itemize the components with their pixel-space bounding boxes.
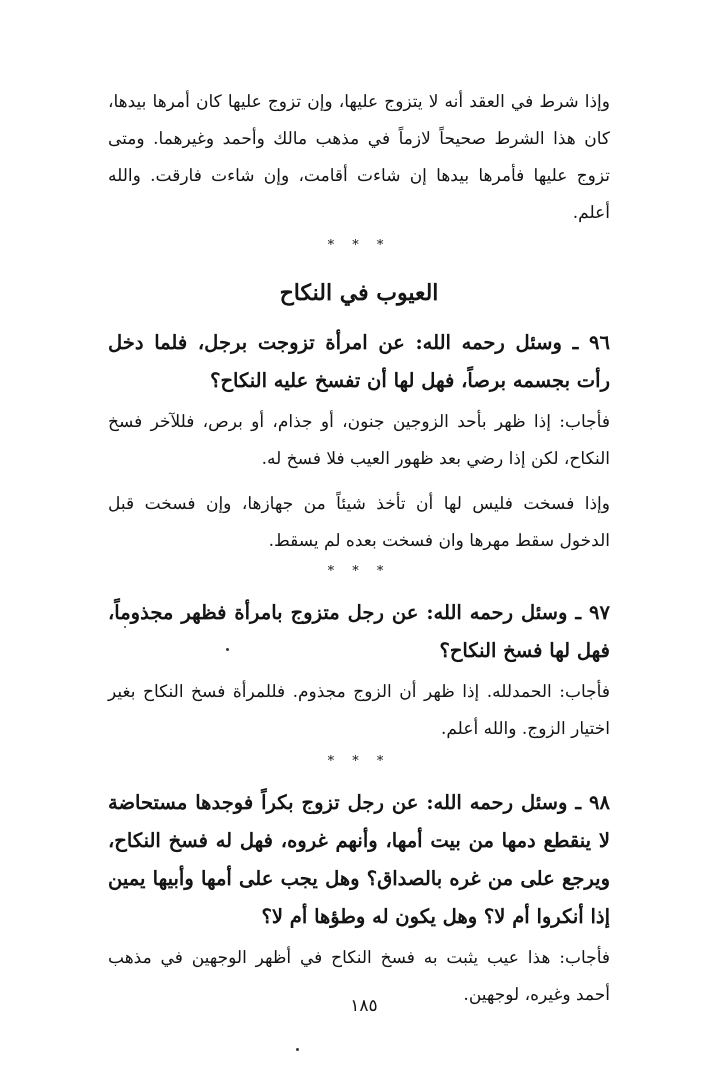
- answer-98: فأجاب: هذا عيب يثبت به فسخ النكاح في أظهر الوجهين في مذهب أحمد وغيره، لوجهين.: [108, 948, 610, 1005]
- section-separator: * * *: [327, 238, 391, 253]
- answer-96-part-1: فأجاب: إذا ظهر بأحد الزوجين جنون، أو جذام، أو برص، فللآخر فسخ النكاح، لكن إذا رضي بعد ظهور العيب فلا فسخ له.: [108, 412, 610, 469]
- section-separator: * * *: [327, 564, 391, 579]
- answer-96-part-2: وإذا فسخت فليس لها أن تأخذ شيئاً من جهازها، وإن فسخت قبل الدخول سقط مهرها وان فسخت بعده لم يسقط.: [108, 494, 610, 551]
- section-separator: * * *: [327, 754, 391, 769]
- question-98: ٩٨ ـ وسئل رحمه الله: عن رجل تزوج بكراً فوجدها مستحاضة لا ينقطع دمها من بيت أمها، وأنهم غروه، فهل له فسخ النكاح، ويرجع على من غره بالصداق؟ وهل يجب على أمها وأبيها يمين إذا أنكروا أم لا؟ وهل يكون له وطؤها أم لا؟: [108, 791, 610, 928]
- paragraph-marriage-condition: وإذا شرط في العقد أنه لا يتزوج عليها، وإن تزوج عليها كان أمرها بيدها، كان هذا الشرط صحيحاً لازماً في مذهب مالك وأحمد وغيرهما. ومتى تزوج عليها فأمرها بيدها إن شاءت أقامت، وإن شاءت فارقت. والله أعلم.: [108, 92, 610, 223]
- answer-97: فأجاب: الحمدلله. إذا ظهر أن الزوج مجذوم. فللمرأة فسخ النكاح بغير اختيار الزوج. والله أعلم.: [108, 682, 610, 739]
- scan-speck: [226, 648, 229, 651]
- scan-speck: [296, 1048, 299, 1051]
- scan-speck: [124, 626, 126, 628]
- section-heading: العيوب في النكاح: [279, 280, 439, 306]
- page-number: ١٨٥: [350, 996, 378, 1016]
- question-96: ٩٦ ـ وسئل رحمه الله: عن امرأة تزوجت برجل، فلما دخل رأت بجسمه برصاً، فهل لها أن تفسخ عليه النكاح؟: [108, 331, 610, 392]
- page-body: [108, 84, 610, 1014]
- question-97: ٩٧ ـ وسئل رحمه الله: عن رجل متزوج بامرأة فظهر مجذوماً، فهل لها فسخ النكاح؟: [108, 601, 610, 662]
